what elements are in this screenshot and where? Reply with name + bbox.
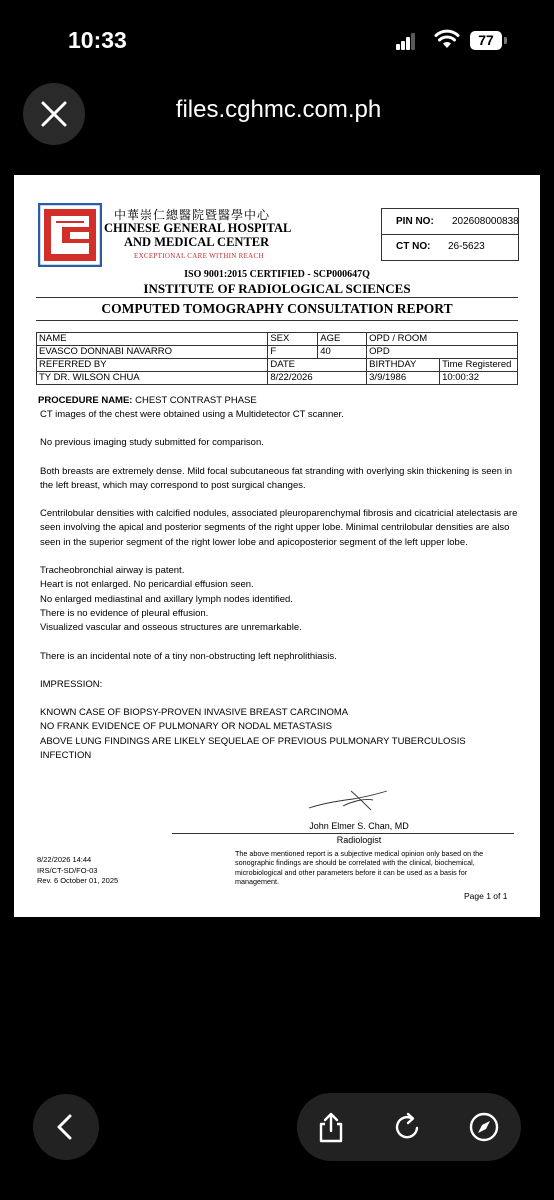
finding-paragraph: Both breasts are extremely dense. Mild focal subcutaneous fat stranding with overlying skin thickening is seen in the left breast, which may correspond to post surgical changes. <box>40 465 513 491</box>
sex-label: SEX <box>268 333 318 346</box>
radiologist-name: John Elmer S. Chan, MD <box>309 821 409 831</box>
bottom-toolbar <box>297 1093 521 1161</box>
document-footer <box>37 855 118 887</box>
disclaimer-text: The above mentioned report is a subjective medical opinion only based on the sonographic findings are should be correlated with the clinical, biochemical, microbiological and other parameters before it can be used as a basis for management. <box>235 849 484 886</box>
report-title: COMPUTED TOMOGRAPHY CONSULTATION REPORT <box>101 301 453 316</box>
hospital-name-line2: AND MEDICAL CENTER <box>124 235 270 249</box>
impression-line: NO FRANK EVIDENCE OF PULMONARY OR NODAL METASTASIS <box>40 721 332 733</box>
iso-certification: ISO 9001:2015 CERTIFIED - SCP000647Q <box>184 269 370 280</box>
name-label: NAME <box>37 333 268 346</box>
footer-form-code: IRS/CT-SD/FO-03 <box>37 865 98 875</box>
reload-icon[interactable] <box>391 1110 425 1144</box>
hospital-tagline: EXCEPTIONAL CARE WITHIN REACH <box>134 252 264 260</box>
share-icon[interactable] <box>314 1110 348 1144</box>
finding-line: There is no evidence of pleural effusion. <box>40 607 209 619</box>
radiologist-title: Radiologist <box>336 835 382 845</box>
battery-tip <box>504 37 507 44</box>
ct-label: CT NO: <box>396 241 431 252</box>
radiologist-signature <box>307 788 389 814</box>
finding-paragraph: CT images of the chest were obtained using a Multidetector CT scanner. <box>40 409 344 420</box>
referred-label: REFERRED BY <box>37 359 268 372</box>
time-registered: 10:00:32 <box>440 372 518 385</box>
url-label[interactable] <box>0 96 554 124</box>
status-time: 10:33 <box>68 27 127 53</box>
report-body <box>40 408 518 763</box>
procedure-name: CHEST CONTRAST PHASE <box>135 395 257 406</box>
age-label: AGE <box>318 333 367 346</box>
back-button[interactable] <box>33 1094 99 1160</box>
url-text: files.cghmc.com.ph <box>175 96 382 123</box>
patient-birthday: 3/9/1986 <box>367 372 440 385</box>
signature-line <box>172 833 514 834</box>
finding-line: Visualized vascular and osseous structures are unremarkable. <box>40 622 302 634</box>
pin-ct-box <box>381 208 519 261</box>
time-registered-label: Time Registered <box>440 359 518 372</box>
divider <box>36 297 518 298</box>
patient-name: EVASCO DONNABI NAVARRO <box>37 346 268 359</box>
hospital-name-line1: CHINESE GENERAL HOSPITAL <box>104 221 292 235</box>
patient-sex: F <box>268 346 318 359</box>
status-bar <box>0 0 554 80</box>
patient-info-table <box>36 332 518 385</box>
wifi-icon <box>434 29 460 49</box>
pin-label: PIN NO: <box>396 216 434 227</box>
battery-level: 77 <box>478 32 494 48</box>
hospital-logo <box>38 203 102 267</box>
pin-row <box>382 209 518 235</box>
compass-icon[interactable] <box>467 1110 501 1144</box>
ct-value: 26-5623 <box>448 241 485 252</box>
report-date: 8/22/2026 <box>268 372 367 385</box>
impression-line: ABOVE LUNG FINDINGS ARE LIKELY SEQUELAE OF PREVIOUS PULMONARY TUBERCULOSIS INFECTION <box>40 735 466 762</box>
footer-timestamp: 8/22/2026 14:44 <box>37 855 92 864</box>
footer-revision: Rev. 6 October 01, 2025 <box>37 876 119 885</box>
finding-paragraph: No previous imaging study submitted for comparison. <box>40 437 264 449</box>
procedure-line <box>38 395 257 406</box>
battery-icon <box>470 31 502 50</box>
finding-line: Tracheobronchial airway is patent. <box>40 565 185 577</box>
patient-age: 40 <box>318 346 367 359</box>
hospital-name-chinese: 中華崇仁總醫院暨醫學中心 <box>114 208 271 222</box>
birthday-label: BIRTHDAY <box>367 359 440 372</box>
finding-line: No enlarged mediastinal and axillary lymph nodes identified. <box>40 593 293 605</box>
date-label: DATE <box>268 359 367 372</box>
impression-label: IMPRESSION: <box>40 678 103 690</box>
ct-row <box>382 234 518 259</box>
procedure-label: PROCEDURE NAME: <box>38 395 133 406</box>
patient-opd: OPD <box>367 346 518 359</box>
finding-paragraph: Centrilobular densities with calcified nodules, associated pleuroparenchymal fibrosis and cicatricial atelectasis are seen involving the apical and posterior segments of the right upper lobe. Minimal centrilobular densities are also seen in the superior segment of the right lower lobe and apicoposterior segment of the left upper lobe. <box>40 508 518 548</box>
pin-value: 202608000838 <box>452 216 519 227</box>
opd-label: OPD / ROOM <box>367 333 518 346</box>
impression-line: KNOWN CASE OF BIOPSY-PROVEN INVASIVE BREAST CARCINOMA <box>40 707 349 719</box>
document-page <box>14 175 540 917</box>
referred-by: TY DR. WILSON CHUA <box>37 372 268 385</box>
finding-line: Heart is not enlarged. No pericardial effusion seen. <box>40 579 254 591</box>
incidental-finding: There is an incidental note of a tiny non-obstructing left nephrolithiasis. <box>40 650 337 662</box>
institute-name: INSTITUTE OF RADIOLOGICAL SCIENCES <box>143 281 411 296</box>
back-icon <box>33 1094 99 1160</box>
cellular-signal-icon <box>396 32 416 50</box>
divider <box>36 320 518 321</box>
page-number: Page 1 of 1 <box>464 891 508 901</box>
